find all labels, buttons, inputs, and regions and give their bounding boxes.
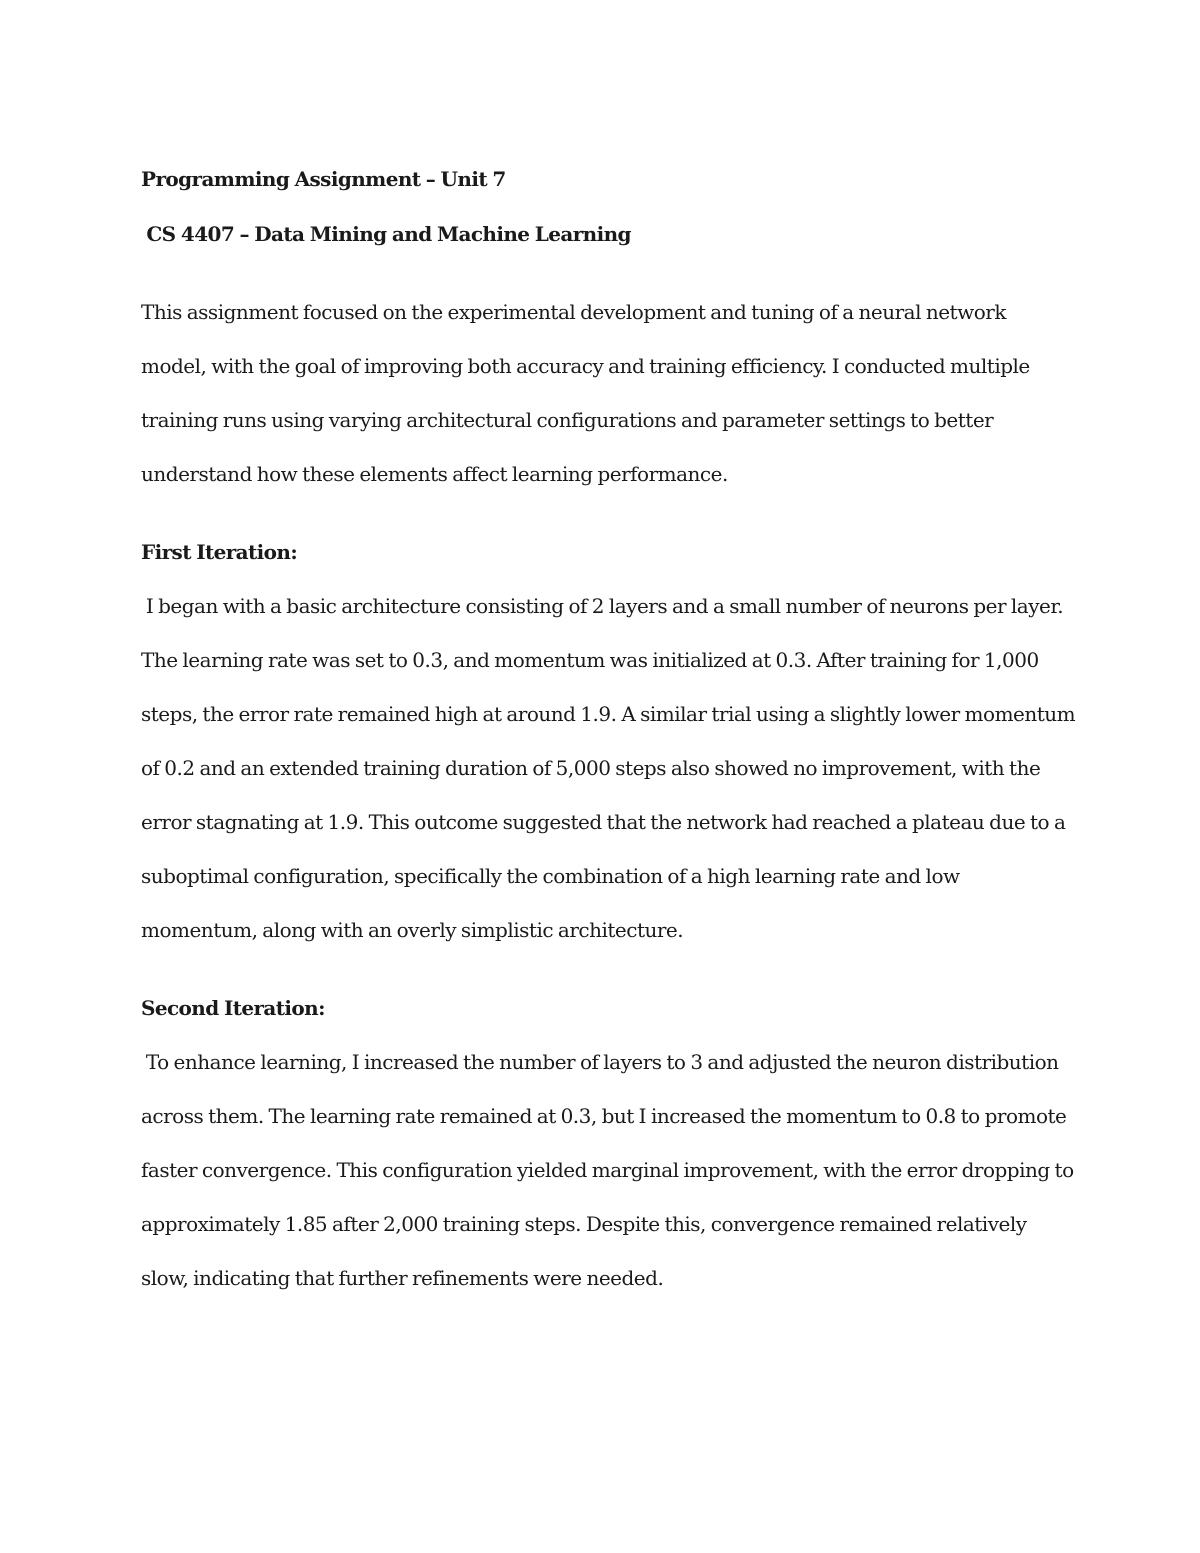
paragraph-line: momentum, along with an overly simplistic architecture. xyxy=(141,918,684,942)
paragraph-line: approximately 1.85 after 2,000 training steps. Despite this, convergence remained relatively xyxy=(141,1212,1027,1236)
paragraph-line: error stagnating at 1.9. This outcome suggested that the network had reached a plateau due to a xyxy=(141,810,1066,834)
course-title: CS 4407 – Data Mining and Machine Learning xyxy=(141,222,631,246)
paragraph-line: faster convergence. This configuration yielded marginal improvement, with the error dropping to xyxy=(141,1158,1074,1182)
paragraph-line: suboptimal configuration, specifically the combination of a high learning rate and low xyxy=(141,864,960,888)
paragraph-line: understand how these elements affect learning performance. xyxy=(141,462,728,486)
paragraph-line: To enhance learning, I increased the number of layers to 3 and adjusted the neuron distribution xyxy=(141,1050,1059,1074)
section-heading: Second Iteration: xyxy=(141,996,325,1020)
paragraph-line: I began with a basic architecture consisting of 2 layers and a small number of neurons per layer. xyxy=(141,594,1064,618)
paragraph-line: of 0.2 and an extended training duration of 5,000 steps also showed no improvement, with the xyxy=(141,756,1041,780)
section-heading: First Iteration: xyxy=(141,540,298,564)
paragraph-line: across them. The learning rate remained at 0.3, but I increased the momentum to 0.8 to promote xyxy=(141,1104,1067,1128)
paragraph-line: The learning rate was set to 0.3, and momentum was initialized at 0.3. After training for 1,000 xyxy=(141,648,1039,672)
paragraph-line: This assignment focused on the experimental development and tuning of a neural network xyxy=(141,300,1006,324)
paragraph-line: slow, indicating that further refinements were needed. xyxy=(141,1266,664,1290)
paragraph-line: training runs using varying architectural configurations and parameter settings to better xyxy=(141,408,994,432)
paragraph-line: steps, the error rate remained high at around 1.9. A similar trial using a slightly lower momentum xyxy=(141,702,1076,726)
document-title: Programming Assignment – Unit 7 xyxy=(141,167,506,191)
paragraph-line: model, with the goal of improving both accuracy and training efficiency. I conducted multiple xyxy=(141,354,1030,378)
